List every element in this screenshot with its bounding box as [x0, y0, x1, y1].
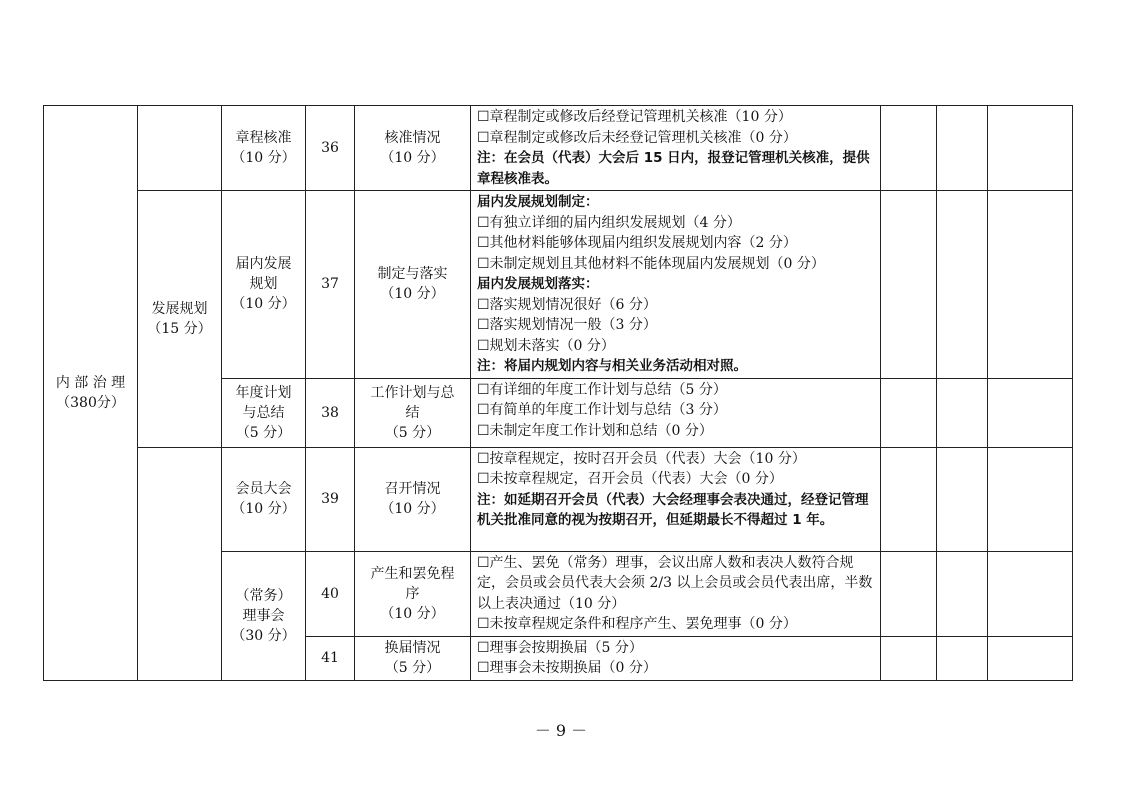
score-cell — [937, 106, 988, 191]
category-cell — [44, 106, 138, 681]
item-cell — [222, 551, 306, 680]
criteria-cell — [471, 636, 881, 680]
score-cell — [881, 191, 937, 379]
criteria-cell — [471, 447, 881, 551]
score-cell — [937, 636, 988, 680]
item-name: 与总结 — [242, 404, 285, 421]
item-number: 40 — [306, 551, 355, 636]
criteria-cell — [471, 191, 881, 379]
note: 注：将届内规划内容与相关业务活动相对照。 — [477, 358, 747, 374]
score-cell — [881, 636, 937, 680]
content-score: （10 分） — [380, 150, 445, 166]
criteria-cell — [471, 106, 881, 191]
criterion: ☐规划未落实（0 分） — [477, 337, 615, 354]
group-score: （15 分） — [147, 320, 212, 337]
remark-cell — [988, 106, 1073, 191]
content-name: 产生和罢免程 — [370, 565, 455, 582]
score-cell — [881, 551, 937, 636]
item-name: （常务） — [235, 587, 292, 604]
remark-cell — [988, 551, 1073, 636]
content-name: 序 — [405, 585, 420, 602]
score-cell — [937, 378, 988, 447]
criterion: ☐未制定规划且其他材料不能体现届内发展规划（0 分） — [477, 255, 825, 272]
score-cell — [881, 447, 937, 551]
item-score: （10 分） — [231, 501, 296, 517]
item-score: （10 分） — [231, 296, 296, 313]
item-name: 届内发展 — [235, 256, 292, 273]
content-name: 换届情况 — [384, 640, 441, 656]
evaluation-table — [43, 105, 1073, 681]
content-score: （10 分） — [380, 286, 445, 303]
item-name: 年度计划 — [235, 384, 292, 401]
item-cell — [222, 378, 306, 447]
criterion: ☐理事会未按期换届（0 分） — [477, 660, 657, 676]
criterion: ☐未按章程规定条件和程序产生、罢免理事（0 分） — [477, 616, 797, 632]
criterion: ☐落实规划情况很好（6 分） — [477, 296, 657, 313]
content-cell — [355, 378, 471, 447]
item-cell — [222, 106, 306, 191]
content-cell — [355, 636, 471, 680]
criterion: ☐章程制定或修改后未经登记管理机关核准（0 分） — [477, 129, 797, 146]
item-score: （5 分） — [235, 424, 292, 441]
content-name: 工作计划与总 — [370, 384, 455, 401]
content-score: （10 分） — [380, 605, 445, 622]
item-number: 36 — [306, 106, 355, 191]
criteria-heading: 届内发展规划落实： — [477, 276, 599, 292]
score-cell — [881, 378, 937, 447]
criterion: ☐落实规划情况一般（3 分） — [477, 317, 657, 333]
item-number: 38 — [306, 378, 355, 447]
criteria-cell — [471, 378, 881, 447]
note: 注：如延期召开会员（代表）大会经理事会表决通过，经登记管理机关批准同意的视为按期召开，但延期最长不得超过 1 年。 — [477, 491, 869, 528]
criteria-cell — [471, 551, 881, 636]
content-score: （10 分） — [380, 501, 445, 517]
score-cell — [937, 551, 988, 636]
item-number: 39 — [306, 447, 355, 551]
remark-cell — [988, 447, 1073, 551]
criterion: ☐按章程规定，按时召开会员（代表）大会（10 分） — [477, 450, 806, 467]
category-name: 内 部 治 理 — [55, 374, 126, 391]
item-name: 章程核准 — [235, 130, 292, 146]
score-cell — [881, 106, 937, 191]
criterion: ☐章程制定或修改后经登记管理机关核准（10 分） — [477, 109, 792, 125]
score-cell — [937, 447, 988, 551]
criterion: ☐产生、罢免（常务）理事，会议出席人数和表决人数符合规定，会员或会员代表大会须 2/3 以上会员或会员代表出席，半数以上表决通过（10 分） — [477, 554, 873, 612]
content-name: 召开情况 — [384, 481, 441, 497]
item-number: 37 — [306, 191, 355, 379]
criterion: ☐有独立详细的届内组织发展规划（4 分） — [477, 214, 741, 231]
item-score: （30 分） — [231, 627, 296, 644]
content-name: 核准情况 — [384, 130, 441, 146]
table-row — [44, 447, 1073, 551]
item-score: （10 分） — [231, 150, 296, 166]
content-name: 结 — [405, 404, 420, 421]
item-number: 41 — [306, 636, 355, 680]
criteria-heading: 届内发展规划制定： — [477, 194, 599, 210]
page-number: － 9 － — [534, 721, 588, 740]
content-cell — [355, 106, 471, 191]
content-name: 制定与落实 — [377, 266, 448, 283]
criterion: ☐未按章程规定，召开会员（代表）大会（0 分） — [477, 471, 783, 487]
content-cell — [355, 551, 471, 636]
remark-cell — [988, 636, 1073, 680]
content-score: （5 分） — [384, 660, 441, 676]
item-cell — [222, 447, 306, 551]
content-cell — [355, 191, 471, 379]
category-score: （380分） — [56, 394, 125, 411]
table-row — [44, 191, 1073, 379]
content-cell — [355, 447, 471, 551]
group-cell — [138, 191, 222, 448]
criterion: ☐理事会按期换届（5 分） — [477, 639, 643, 656]
item-name: 理事会 — [242, 607, 285, 624]
remark-cell — [988, 191, 1073, 379]
score-cell — [937, 191, 988, 379]
group-name: 发展规划 — [151, 300, 208, 317]
group-cell-empty — [138, 106, 222, 191]
remark-cell — [988, 378, 1073, 447]
criterion: ☐有简单的年度工作计划与总结（3 分） — [477, 402, 727, 418]
criterion: ☐其他材料能够体现届内组织发展规划内容（2 分） — [477, 235, 797, 251]
criterion: ☐有详细的年度工作计划与总结（5 分） — [477, 381, 727, 398]
item-cell — [222, 191, 306, 379]
item-name: 规划 — [249, 276, 278, 293]
group-cell-empty — [138, 447, 222, 680]
content-score: （5 分） — [384, 424, 441, 441]
criterion: ☐未制定年度工作计划和总结（0 分） — [477, 422, 713, 439]
item-name: 会员大会 — [235, 481, 292, 497]
table-row — [44, 106, 1073, 191]
note: 注：在会员（代表）大会后 15 日内，报登记管理机关核准，提供章程核准表。 — [477, 150, 870, 187]
